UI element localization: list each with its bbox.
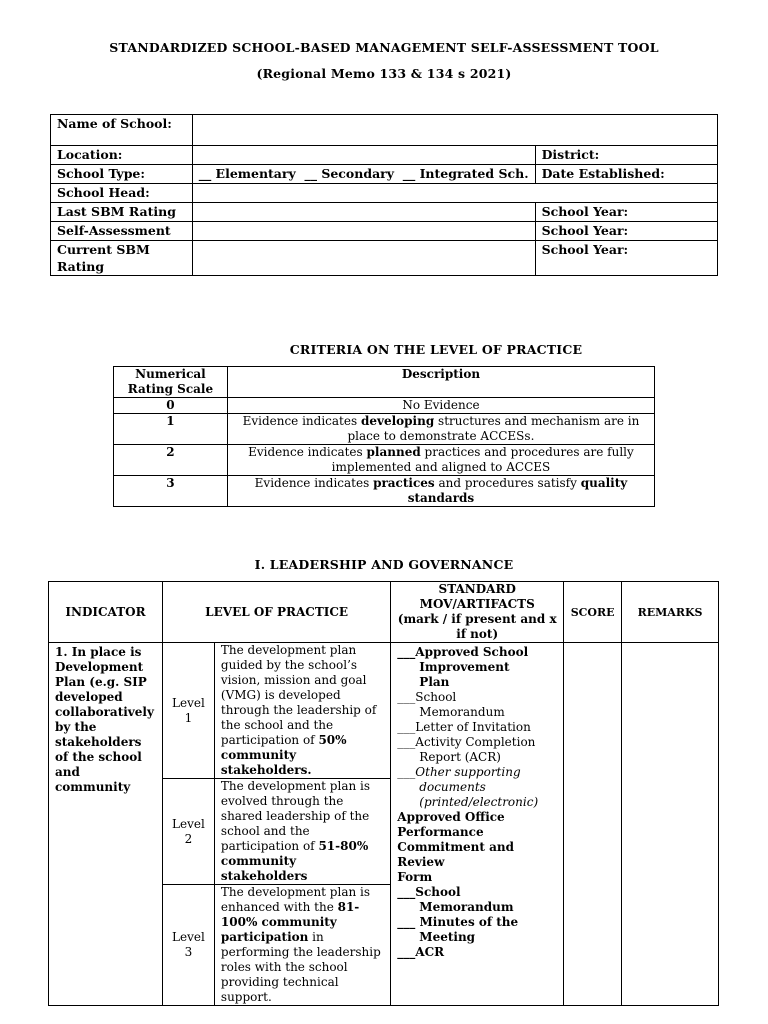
description-1: Evidence indicates developing structures and mechanism are in place to demonstrate ACCESs. xyxy=(227,414,654,445)
school-year-label: School Year: xyxy=(535,222,717,241)
last-sbm-rating-field[interactable] xyxy=(192,203,535,222)
level-2-description: The development plan is evolved through the shared leadership of the school and the participation of 51-80% community stakeholders xyxy=(214,779,390,885)
mov-item[interactable]: ___School xyxy=(397,885,461,899)
description-0: No Evidence xyxy=(227,398,654,414)
rating-3: 3 xyxy=(114,476,228,507)
rating-1: 1 xyxy=(114,414,228,445)
mov-item[interactable]: ___Activity Completion xyxy=(397,735,536,749)
indicator-1: 1. In place is Development Plan (e.g. SIP developed collaboratively by the stakeholders of the school and community xyxy=(49,643,163,1006)
school-year-label: School Year: xyxy=(535,203,717,222)
school-type-options[interactable]: __ Elementary __ Secondary __ Integrated Sch. xyxy=(192,165,535,184)
rating-2: 2 xyxy=(114,445,228,476)
leadership-title: I. LEADERSHIP AND GOVERNANCE xyxy=(254,557,514,572)
criteria-table xyxy=(113,366,655,507)
last-sbm-rating-label: Last SBM Rating xyxy=(51,203,193,222)
criteria-title: CRITERIA ON THE LEVEL OF PRACTICE xyxy=(289,342,583,357)
mov-item[interactable]: ___School xyxy=(397,690,457,704)
mov-item[interactable]: ___ACR xyxy=(397,945,445,959)
mov-header: STANDARD MOV/ARTIFACTS (mark / if present and x if not) xyxy=(391,582,564,643)
remarks-cell[interactable] xyxy=(622,643,719,1006)
level-2-label: Level 2 xyxy=(162,779,214,885)
school-info-table xyxy=(50,114,718,276)
description-2: Evidence indicates planned practices and procedures are fully implemented and aligned to ACCES xyxy=(227,445,654,476)
name-of-school-field[interactable] xyxy=(192,115,717,146)
school-type-label: School Type: xyxy=(51,165,193,184)
location-field[interactable] xyxy=(192,146,535,165)
mov-item[interactable]: ___Letter of Invitation xyxy=(397,720,531,734)
mov-item[interactable]: ___ Minutes of the xyxy=(397,915,519,929)
current-sbm-rating-field[interactable] xyxy=(192,241,535,276)
current-sbm-rating-label: Current SBM Rating xyxy=(51,241,193,276)
remarks-header: REMARKS xyxy=(622,582,719,643)
self-assessment-label: Self-Assessment xyxy=(51,222,193,241)
level-1-description: The development plan guided by the school’s vision, mission and goal (VMG) is developed through the leadership of the school and the participation of 50% community stakeholders. xyxy=(214,643,390,779)
rating-scale-header: Numerical Rating Scale xyxy=(114,367,228,398)
score-header: SCORE xyxy=(564,582,622,643)
school-head-field[interactable] xyxy=(192,184,717,203)
self-assessment-field[interactable] xyxy=(192,222,535,241)
document-title: STANDARDIZED SCHOOL-BASED MANAGEMENT SELF-ASSESSMENT TOOL xyxy=(109,40,659,55)
level-3-description: The development plan is enhanced with the 81-100% community participation in performing the leadership roles with the school providing technical support. xyxy=(214,885,390,1006)
score-cell[interactable] xyxy=(564,643,622,1006)
school-head-label: School Head: xyxy=(51,184,193,203)
level-of-practice-header: LEVEL OF PRACTICE xyxy=(162,582,390,643)
district-label: District: xyxy=(535,146,717,165)
level-3-label: Level 3 xyxy=(162,885,214,1006)
date-established-label: Date Established: xyxy=(535,165,717,184)
mov-item[interactable]: ___Other supporting xyxy=(397,765,521,779)
school-year-label: School Year: xyxy=(535,241,717,276)
document-subtitle: (Regional Memo 133 & 134 s 2021) xyxy=(256,66,512,81)
mov-list: ___Approved School Improvement Plan ___School Memorandum ___Letter of Invitation ___Activity Completion Report (ACR) ___Other supporting documents (printed/electronic) Approved Office Performance Commitment and Review Form ___School Memorandum ___ Minutes of the Meeting ___ACR xyxy=(391,643,564,1006)
mov-item[interactable]: ___Approved School xyxy=(397,645,529,659)
location-label: Location: xyxy=(51,146,193,165)
level-1-label: Level 1 xyxy=(162,643,214,779)
leadership-table xyxy=(48,581,719,1006)
indicator-header: INDICATOR xyxy=(49,582,163,643)
rating-0: 0 xyxy=(114,398,228,414)
name-of-school-label: Name of School: xyxy=(51,115,193,146)
description-3: Evidence indicates practices and procedures satisfy quality standards xyxy=(227,476,654,507)
description-header: Description xyxy=(227,367,654,398)
